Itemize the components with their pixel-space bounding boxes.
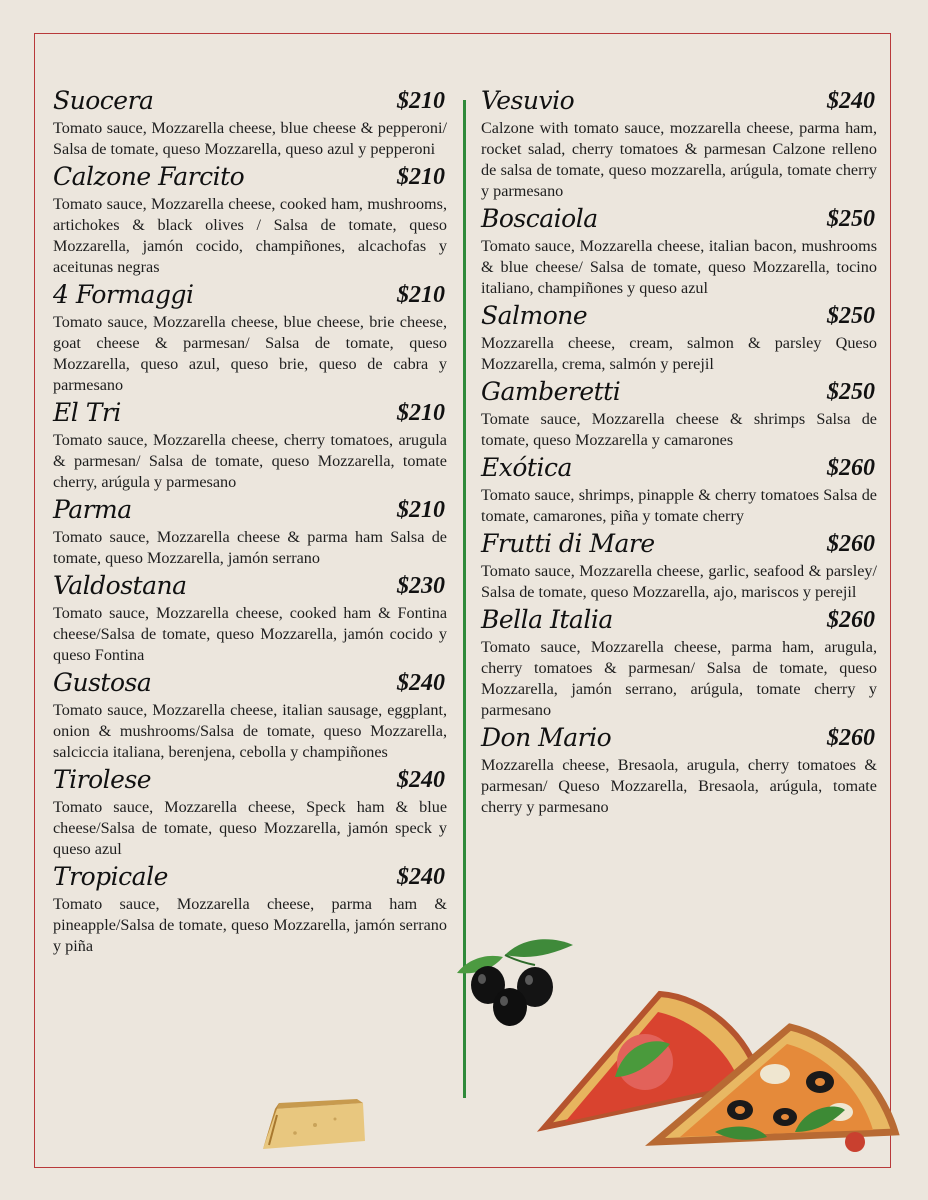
item-price: $240	[397, 864, 445, 890]
menu-item-header	[481, 84, 877, 118]
item-description: Calzone with tomato sauce, mozzarella cheese, parma ham, rocket salad, cherry tomatoes & parmesan Calzone relleno de salsa de tomate, queso mozzarella, arúgula, tomate cherry y parmesano	[481, 119, 877, 200]
left-menu-column	[53, 84, 447, 957]
item-name: El Tri	[53, 398, 121, 427]
item-name: Exótica	[481, 453, 572, 482]
menu-item-header	[53, 160, 447, 194]
menu-item-header	[53, 860, 447, 894]
menu-item-el-tri	[53, 396, 447, 493]
menu-item-vesuvio	[481, 84, 877, 202]
menu-item-tirolese	[53, 763, 447, 860]
item-name: Tirolese	[53, 765, 152, 794]
item-description: Tomato sauce, Mozzarella cheese & parma ham Salsa de tomate, queso Mozzarella, jamón serrano	[53, 528, 447, 567]
item-price: $250	[827, 303, 875, 329]
item-name: Frutti di Mare	[481, 529, 655, 558]
item-name: Calzone Farcito	[53, 162, 245, 191]
item-description: Tomato sauce, Mozzarella cheese, italian bacon, mushrooms & blue cheese/ Salsa de tomate, queso Mozzarella, tocino italiano, champiñones y queso azul	[481, 237, 877, 297]
item-price: $210	[397, 400, 445, 426]
item-description: Tomato sauce, Mozzarella cheese, parma ham & pineapple/Salsa de tomate, queso Mozzarella, jamón serrano y piña	[53, 895, 447, 955]
menu-item-header	[481, 202, 877, 236]
item-description: Tomato sauce, Mozzarella cheese, italian sausage, eggplant, onion & mushrooms/Salsa de tomate, queso Mozzarella, salciccia italiana, berenjena, cebolla y champiñones	[53, 701, 447, 761]
item-price: $240	[397, 670, 445, 696]
menu-item-header	[481, 299, 877, 333]
menu-item-header	[53, 763, 447, 797]
item-name: Don Mario	[481, 723, 612, 752]
menu-item-header	[481, 375, 877, 409]
menu-item-valdostana	[53, 569, 447, 666]
menu-item-boscaiola	[481, 202, 877, 299]
item-name: Salmone	[481, 301, 588, 330]
right-menu-column	[481, 84, 877, 818]
item-price: $250	[827, 206, 875, 232]
menu-item-salmone	[481, 299, 877, 375]
item-price: $260	[827, 531, 875, 557]
item-description: Tomato sauce, Mozzarella cheese, parma ham, arugula, cherry tomatoes & parmesan/ Salsa de tomate, queso Mozzarella, jamón serrano, arúgula, tomate cherry y parmesano	[481, 638, 877, 719]
parmesan-wedge-icon	[255, 1097, 370, 1157]
menu-item-suocera	[53, 84, 447, 160]
item-price: $210	[397, 497, 445, 523]
menu-item-4-formaggi	[53, 278, 447, 396]
item-description: Tomato sauce, Mozzarella cheese, blue cheese & pepperoni/ Salsa de tomate, queso Mozzarella, queso azul y pepperoni	[53, 119, 447, 158]
menu-item-header	[53, 493, 447, 527]
item-name: Parma	[53, 495, 132, 524]
item-description: Mozzarella cheese, cream, salmon & parsley Queso Mozzarella, crema, salmón y perejil	[481, 334, 877, 373]
item-description: Tomate sauce, Mozzarella cheese & shrimps Salsa de tomate, queso Mozzarella y camarones	[481, 410, 877, 449]
item-name: Gamberetti	[481, 377, 621, 406]
item-price: $210	[397, 282, 445, 308]
item-name: Gustosa	[53, 668, 152, 697]
menu-item-header	[481, 603, 877, 637]
pizza-slices-icon	[535, 982, 915, 1192]
menu-item-frutti-di-mare	[481, 527, 877, 603]
item-name: Boscaiola	[481, 204, 598, 233]
menu-item-header	[53, 569, 447, 603]
item-description: Mozzarella cheese, Bresaola, arugula, cherry tomatoes & parmesan/ Queso Mozzarella, Bresaola, arúgula, tomate cherry y parmesano	[481, 756, 877, 816]
item-name: 4 Formaggi	[53, 280, 194, 309]
menu-item-gamberetti	[481, 375, 877, 451]
item-price: $240	[827, 88, 875, 114]
item-name: Bella Italia	[481, 605, 613, 634]
menu-item-parma	[53, 493, 447, 569]
menu-item-header	[53, 396, 447, 430]
menu-item-bella-italia	[481, 603, 877, 721]
menu-item-header	[481, 721, 877, 755]
item-price: $210	[397, 88, 445, 114]
item-description: Tomato sauce, Mozzarella cheese, Speck ham & blue cheese/Salsa de tomate, queso Mozzarella, jamón speck y queso azul	[53, 798, 447, 858]
item-price: $250	[827, 379, 875, 405]
menu-item-header	[53, 278, 447, 312]
menu-item-tropicale	[53, 860, 447, 957]
item-name: Valdostana	[53, 571, 187, 600]
menu-item-header	[53, 84, 447, 118]
item-name: Tropicale	[53, 862, 168, 891]
menu-item-header	[53, 666, 447, 700]
item-description: Tomato sauce, Mozzarella cheese, cooked ham, mushrooms, artichokes & black olives / Salsa de tomate, queso Mozzarella, jamón cocido, champiñones, alcachofas y aceitunas negras	[53, 195, 447, 276]
item-price: $260	[827, 607, 875, 633]
item-description: Tomato sauce, shrimps, pinapple & cherry tomatoes Salsa de tomate, camarones, piña y tomate cherry	[481, 486, 877, 525]
item-price: $260	[827, 725, 875, 751]
item-description: Tomato sauce, Mozzarella cheese, cherry tomatoes, arugula & parmesan/ Salsa de tomate, queso Mozzarella, tomate cherry, arúgula y parmesano	[53, 431, 447, 491]
menu-item-gustosa	[53, 666, 447, 763]
item-description: Tomato sauce, Mozzarella cheese, blue cheese, brie cheese, goat cheese & parmesan/ Salsa de tomate, queso Mozzarella, queso azul, queso brie, queso de cabra y parmesano	[53, 313, 447, 394]
item-name: Vesuvio	[481, 86, 575, 115]
menu-item-calzone-farcito	[53, 160, 447, 278]
menu-item-header	[481, 451, 877, 485]
menu-item-don-mario	[481, 721, 877, 818]
item-name: Suocera	[53, 86, 154, 115]
menu-item-header	[481, 527, 877, 561]
item-price: $230	[397, 573, 445, 599]
item-description: Tomato sauce, Mozzarella cheese, cooked ham & Fontina cheese/Salsa de tomate, queso Mozzarella, jamón cocido y queso Fontina	[53, 604, 447, 664]
item-price: $260	[827, 455, 875, 481]
item-price: $210	[397, 164, 445, 190]
item-price: $240	[397, 767, 445, 793]
item-description: Tomato sauce, Mozzarella cheese, garlic, seafood & parsley/ Salsa de tomate, queso Mozzarella, ajo, mariscos y perejil	[481, 562, 877, 601]
menu-item-exotica	[481, 451, 877, 527]
